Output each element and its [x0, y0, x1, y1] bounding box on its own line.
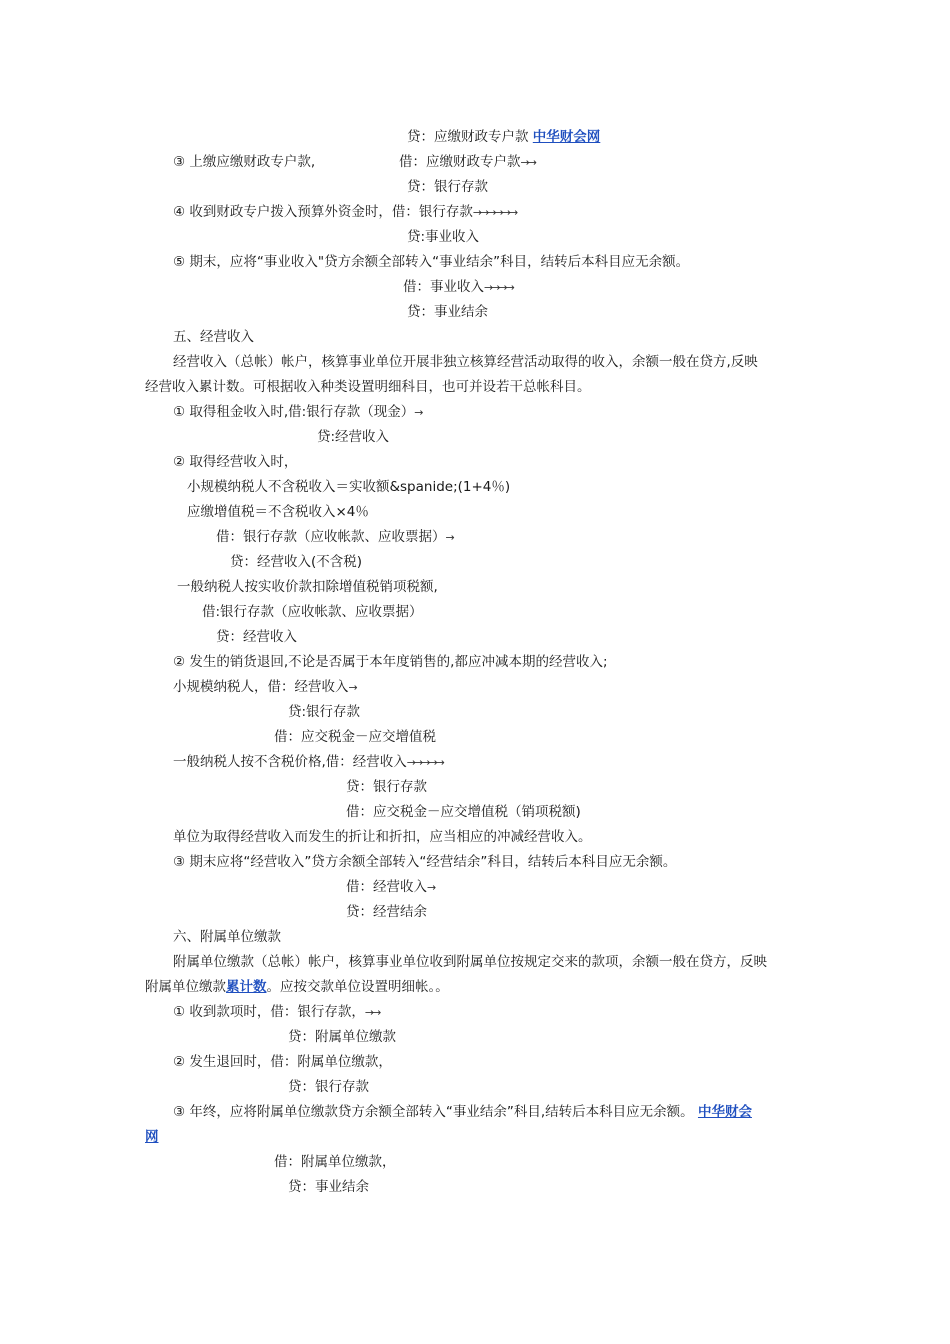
text: 贷：经营收入(不含税) [230, 554, 363, 570]
text: 贷:事业收入 [407, 229, 480, 245]
l20 [202, 603, 423, 621]
text: 贷：银行存款 [346, 779, 427, 795]
l23 [173, 678, 356, 697]
l03 [407, 178, 488, 196]
text: ① 取得租金收入时,借:银行存款（现金） [173, 404, 415, 420]
l06 [173, 253, 689, 271]
arrow-icon: →→ [520, 156, 535, 169]
l37 [288, 1028, 396, 1046]
text: 贷：应缴财政专户款 [407, 129, 533, 145]
l38 [173, 1053, 392, 1071]
zhonghua-caihui-link-2-cont[interactable]: 网 [145, 1129, 159, 1145]
l24 [288, 703, 360, 721]
l08 [407, 303, 488, 321]
l10 [173, 353, 758, 371]
l13 [317, 428, 389, 446]
text: 六、附属单位缴款 [173, 929, 281, 945]
text: ④ 收到财政专户拨入预算外资金时，借：银行存款 [173, 204, 473, 220]
arrow-icon: →→ [364, 1006, 380, 1019]
arrow-icon: → [427, 881, 435, 894]
text: ③ 上缴应缴财政专户款, [173, 154, 316, 170]
text: ③ 年终，应将附属单位缴款贷方余额全部转入“事业结余”科目,结转后本科目应无余额。 [173, 1104, 698, 1120]
text: 借：应交税金－应交增值税（销项税额) [346, 804, 581, 820]
text: ② 取得经营收入时， [173, 454, 298, 470]
text-after: 。应按交款单位设置明细帐。。 [266, 979, 449, 995]
section-heading-6 [173, 928, 281, 946]
leijishu-link[interactable]: 累计数 [226, 979, 267, 995]
text: 小规模纳税人不含税收入＝实收额&spanide;(1+4％) [187, 479, 511, 495]
arrow-icon: → [414, 406, 422, 419]
l40 [173, 1103, 752, 1121]
zhonghua-caihui-link-2[interactable]: 中华财会 [697, 1104, 752, 1120]
text: 贷：银行存款 [288, 1079, 369, 1095]
l43 [288, 1178, 369, 1196]
l18 [230, 553, 362, 571]
l04 [173, 203, 516, 222]
text: 贷:银行存款 [288, 704, 361, 720]
text: 借：应缴财政专户款 [399, 154, 521, 170]
l21 [216, 628, 297, 646]
l02b [399, 153, 535, 172]
text: ③ 期末应将“经营收入”贷方余额全部转入“经营结余”科目，结转后本科目应无余额。 [173, 854, 677, 870]
text: ① 收到款项时，借：银行存款， [173, 1004, 365, 1020]
text: 借：应交税金－应交增值税 [274, 729, 436, 745]
zhonghua-caihui-link[interactable]: 中华财会网 [532, 129, 601, 145]
text: 借：事业收入 [403, 279, 484, 295]
l11 [145, 378, 591, 396]
l41 [145, 1128, 159, 1146]
text: ② 发生退回时，借：附属单位缴款， [173, 1054, 392, 1070]
arrow-icon: →→→→ [484, 281, 513, 294]
l17 [216, 528, 453, 547]
text: 单位为取得经营收入而发生的折让和折扣，应当相应的冲减经营收入。 [173, 829, 592, 845]
text: 经营收入（总帐）帐户，核算事业单位开展非独立核算经营活动取得的收入，余额一般在贷方,反映 [173, 354, 758, 370]
text: 贷:经营收入 [317, 429, 390, 445]
l32 [346, 903, 427, 921]
l15 [187, 478, 510, 496]
text: 一般纳税人按不含税价格,借：经营收入 [173, 754, 407, 770]
text: 借：银行存款（应收帐款、应收票据） [216, 529, 446, 545]
section-heading-5 [173, 328, 254, 346]
l19 [177, 578, 438, 596]
l12 [173, 403, 421, 422]
l42 [274, 1153, 396, 1171]
l26 [173, 753, 443, 772]
text: ② 发生的销货退回,不论是否属于本年度销售的,都应冲减本期的经营收入; [173, 654, 608, 670]
l29 [173, 828, 592, 846]
l31 [346, 878, 434, 897]
arrow-icon: → [445, 531, 453, 544]
text: 借：附属单位缴款， [274, 1154, 396, 1170]
arrow-icon: →→→→→→ [472, 206, 517, 219]
l25 [274, 728, 436, 746]
l22 [173, 653, 608, 671]
text: 应缴增值税＝不含税收入×4％ [187, 504, 369, 520]
l14 [173, 453, 297, 471]
text: 一般纳税人按实收价款扣除增值税销项税额, [177, 579, 438, 595]
l36 [173, 1003, 379, 1022]
l02a [173, 153, 315, 171]
text: 经营收入累计数。可根据收入种类设置明细科目，也可并设若干总帐科目。 [145, 379, 591, 395]
text: 贷：事业结余 [288, 1179, 369, 1195]
text: 附属单位缴款（总帐）帐户，核算事业单位收到附属单位按规定交来的款项，余额一般在贷方，反映 [173, 954, 767, 970]
l27 [346, 778, 427, 796]
l34 [173, 953, 767, 971]
text: 借:银行存款（应收帐款、应收票据） [202, 604, 423, 620]
l07 [403, 278, 513, 297]
text: 贷：经营结余 [346, 904, 427, 920]
l28 [346, 803, 581, 821]
text: 贷：银行存款 [407, 179, 488, 195]
text: 贷：经营收入 [216, 629, 297, 645]
arrow-icon: →→→→→ [406, 756, 443, 769]
arrow-icon: → [348, 681, 356, 694]
l35 [145, 978, 449, 996]
text: 贷：事业结余 [407, 304, 488, 320]
text: 借：经营收入 [346, 879, 427, 895]
text: 贷：附属单位缴款 [288, 1029, 396, 1045]
l16 [187, 503, 369, 521]
l30 [173, 853, 676, 871]
l39 [288, 1078, 369, 1096]
l01 [407, 128, 600, 146]
text: ⑤ 期末，应将“事业收入"贷方余额全部转入“事业结余”科目，结转后本科目应无余额。 [173, 254, 690, 270]
l05 [407, 228, 479, 246]
text: 附属单位缴款 [145, 979, 226, 995]
text: 小规模纳税人，借：经营收入 [173, 679, 349, 695]
text: 五、经营收入 [173, 329, 254, 345]
